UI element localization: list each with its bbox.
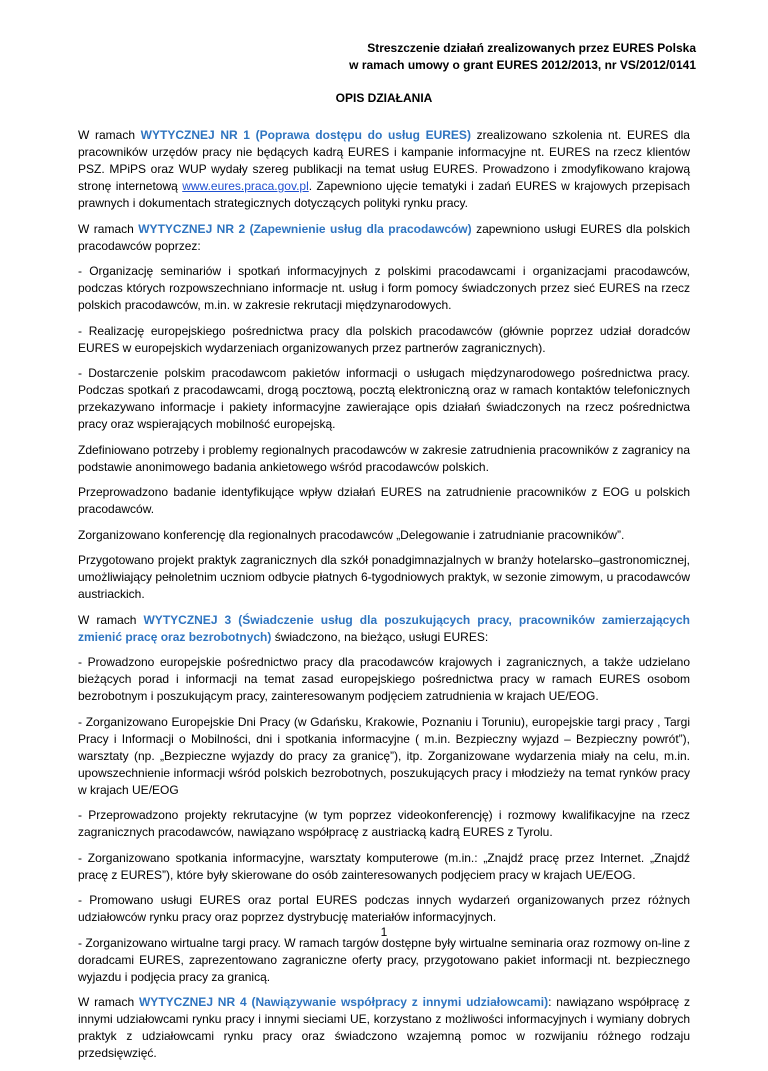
paragraph: - Zorganizowano wirtualne targi pracy. W ramach targów dostępne były wirtualne seminaria oraz rozmowy on-line z doradcami EURES, zaprezentowano zagraniczne oferty pracy, przygotowano pakiet informacji nt. bezpiecznego wyjazdu i podjęcia pracy za granicą. <box>78 935 690 984</box>
section-title: OPIS DZIAŁANIA <box>335 91 433 105</box>
paragraph: - Dostarczenie polskim pracodawcom pakietów informacji o usługach międzynarodowego pośrednictwa pracy. Podczas spotkań z pracodawcami, drogą pocztową, pocztą elektroniczną oraz w ramach kontaktów telefonicznych przekazywano informacje i pakiety informacyjne zawierające opis działań świadczonych na rzecz pośrednictwa pracy oraz wspierających mobilność europejską. <box>78 366 690 431</box>
eures-website-link[interactable]: www.eures.praca.gov.pl <box>182 179 309 193</box>
paragraph: Zdefiniowano potrzeby i problemy regionalnych pracodawców w zakresie zatrudnienia pracowników z zagranicy na podstawie anonimowego badania ankietowego wśród pracodawców polskich. <box>78 442 690 474</box>
paragraph: - Zorganizowano spotkania informacyjne, warsztaty komputerowe (m.in.: „Znajdź pracę przez Internet. „Znajdź pracę z EURES”), które były skierowane do osób zainteresowanych podjęciem pracy w krajach UE/EOG. <box>78 850 690 882</box>
guideline-1-heading: WYTYCZNEJ NR 1 (Poprawa dostępu do usług EURES) <box>140 128 471 142</box>
document-header <box>349 40 696 74</box>
paragraph: - Organizację seminariów i spotkań informacyjnych z polskimi pracodawcami i organizacjami pracodawców, podczas których rozpowszechniano informacje nt. usług i form pomocy świadczonych przez sieć EURES na rzecz polskich pracodawców, m.in. w zakresie rekrutacji międzynarodowych. <box>78 264 690 312</box>
paragraph: - Prowadzono europejskie pośrednictwo pracy dla pracodawców krajowych i zagranicznych, a także udzielano bieżących porad i informacji na temat zasad europejskiego pośrednictwa pracy w ramach EURES osobom bezrobotnym i poszukującym pracy, zainteresowanym podjęciem zatrudnienia w krajach UE/EOG. <box>78 655 690 703</box>
paragraph-guideline-4: W ramach WYTYCZNEJ NR 4 (Nawiązywanie współpracy z innymi udziałowcami): nawiązano współpracę z innymi udziałowcami rynku pracy i innymi sieciami UE, korzystano z możliwości informacyjnych i wymiany dobrych praktyk z udziałowcami rynku pracy oraz świadczono wzajemną pomoc w rozwijaniu różnego rodzaju przedsięwzięć. <box>78 995 690 1060</box>
guideline-3-heading: WYTYCZNEJ 3 (Świadczenie usług dla poszukujących pracy, pracowników zamierzających zmienić pracę oraz bezrobotnych) <box>78 612 690 644</box>
paragraph: - Przeprowadzono projekty rekrutacyjne (w tym poprzez videokonferencję) i rozmowy kwalifikacyjne na rzecz zagranicznych pracodawców, nawiązano współpracę z austriacką kadrą EURES z Tyrolu. <box>78 808 690 839</box>
paragraph: - Promowano usługi EURES oraz portal EURES podczas innych wydarzeń organizowanych przez różnych udziałowców rynku pracy oraz poprzez dystrybucję materiałów informacyjnych. <box>78 893 690 924</box>
paragraph: Zorganizowano konferencję dla regionalnych pracodawców „Delegowanie i zatrudnianie pracowników”. <box>78 527 625 542</box>
paragraph: - Realizację europejskiego pośrednictwa pracy dla polskich pracodawców (głównie poprzez udział doradców EURES w europejskich wydarzeniach organizowanych przez partnerów zagranicznych). <box>78 323 690 355</box>
paragraph: Przeprowadzono badanie identyfikujące wpływ działań EURES na zatrudnienie pracowników z EOG u polskich pracodawców. <box>78 485 690 516</box>
header-line-1: Streszczenie działań zrealizowanych przez EURES Polska <box>367 41 696 55</box>
header-line-2: w ramach umowy o grant EURES 2012/2013, nr VS/2012/0141 <box>349 58 696 72</box>
guideline-4-heading: WYTYCZNEJ NR 4 (Nawiązywanie współpracy z innymi udziałowcami) <box>138 995 549 1009</box>
paragraph: - Zorganizowano Europejskie Dni Pracy (w Gdańsku, Krakowie, Poznaniu i Toruniu), europejskie targi pracy , Targi Pracy i Informacji o Mobilności, dni i spotkania informacyjne ( m.in. Bezpieczny wyjazd – Bezpieczny powrót”), warsztaty (np. „Bezpieczne wyjazdy do pracy za granicę”), itp. Zorganizowane wydarzenia miały na celu, m.in. upowszechnienie informacji wśród polskich bezrobotnych, poszukujących pracy i młodzieży na temat rynków pracy w krajach UE/EOG <box>78 714 690 797</box>
paragraph-guideline-3: W ramach WYTYCZNEJ 3 (Świadczenie usług dla poszukujących pracy, pracowników zamierzających zmienić pracę oraz bezrobotnych) świadczono, na bieżąco, usługi EURES: <box>78 612 690 644</box>
paragraph-guideline-1: W ramach WYTYCZNEJ NR 1 (Poprawa dostępu do usług EURES) zrealizowano szkolenia nt. EURES dla pracowników urzędów pracy nie będących kadrą EURES i kampanie informacyjne nt. EURES na rzecz klientów PSZ. MPiPS oraz WUP wydały szereg publikacji na temat usług EURES. Prowadzono i zmodyfikowano krajową stronę internetową www.eures.praca.gov.pl. Zapewniono ujęcie tematyki i zadań EURES w krajowych przepisach prawnych i dokumentach strategicznych dotyczących polityki rynku pracy. <box>78 128 690 210</box>
guideline-2-heading: WYTYCZNEJ NR 2 (Zapewnienie usług dla pracodawców) <box>138 221 472 236</box>
page-number: 1 <box>380 925 388 939</box>
paragraph-guideline-2: W ramach WYTYCZNEJ NR 2 (Zapewnienie usług dla pracodawców) zapewniono usługi EURES dla polskich pracodawców poprzez: <box>78 221 690 253</box>
paragraph: Przygotowano projekt praktyk zagranicznych dla szkół ponadgimnazjalnych w branży hotelarsko–gastronomicznej, umożliwiający pełnoletnim uczniom odbycie płatnych 6-tygodniowych praktyk, w sezonie zimowym, u pracodawców austriackich. <box>78 553 690 601</box>
